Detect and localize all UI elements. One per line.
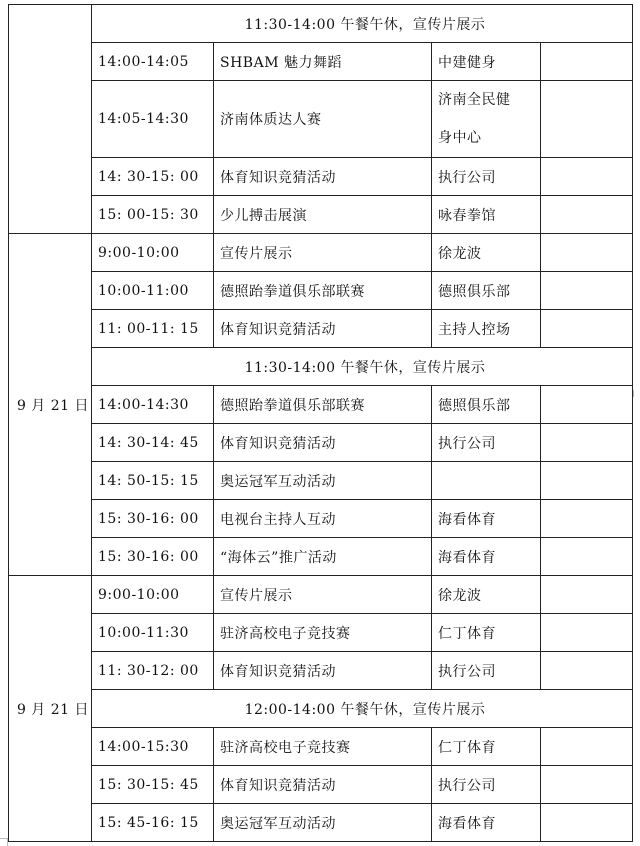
empty-cell xyxy=(541,272,633,310)
schedule-table xyxy=(8,4,633,842)
event-cell: 体育知识竞猜活动 xyxy=(214,766,432,804)
event-cell: 宣传片展示 xyxy=(214,234,432,272)
time-cell: 14: 50-15: 15 xyxy=(92,462,214,500)
time-cell: 15: 00-15: 30 xyxy=(92,196,214,234)
empty-cell xyxy=(541,652,633,690)
time-cell: 14: 30-14: 45 xyxy=(92,424,214,462)
org-cell: 济南全民健 身中心 xyxy=(432,81,541,158)
time-cell: 15: 45-16: 15 xyxy=(92,804,214,842)
empty-cell xyxy=(541,804,633,842)
crop-mark xyxy=(633,390,640,397)
time-cell: 14: 30-15: 00 xyxy=(92,158,214,196)
empty-cell xyxy=(541,81,633,158)
event-cell: 驻济高校电子竞技赛 xyxy=(214,728,432,766)
empty-cell xyxy=(541,614,633,652)
empty-cell xyxy=(541,196,633,234)
time-cell: 14:05-14:30 xyxy=(92,81,214,158)
event-cell: 德照跆拳道俱乐部联赛 xyxy=(214,272,432,310)
time-cell: 9:00-10:00 xyxy=(92,234,214,272)
org-cell: 徐龙波 xyxy=(432,576,541,614)
event-cell: 电视台主持人互动 xyxy=(214,500,432,538)
schedule-row xyxy=(9,234,633,272)
break-cell: 11:30-14:00 午餐午休，宣传片展示 xyxy=(92,5,633,43)
event-cell: “海体云”推广活动 xyxy=(214,538,432,576)
org-cell: 咏春拳馆 xyxy=(432,196,541,234)
break-cell: 11:30-14:00 午餐午休，宣传片展示 xyxy=(92,348,633,386)
event-cell: 奥运冠军互动活动 xyxy=(214,462,432,500)
empty-cell xyxy=(541,386,633,424)
time-cell: 14:00-14:30 xyxy=(92,386,214,424)
org-cell: 徐龙波 xyxy=(432,234,541,272)
schedule-row xyxy=(9,43,633,81)
empty-cell xyxy=(541,728,633,766)
time-cell: 9:00-10:00 xyxy=(92,576,214,614)
break-row xyxy=(9,348,633,386)
time-cell: 15: 30-16: 00 xyxy=(92,500,214,538)
org-cell: 仁丁体育 xyxy=(432,728,541,766)
schedule-row xyxy=(9,424,633,462)
break-cell: 12:00-14:00 午餐午休，宣传片展示 xyxy=(92,690,633,728)
org-cell: 主持人控场 xyxy=(432,310,541,348)
org-cell: 海看体育 xyxy=(432,804,541,842)
schedule-row xyxy=(9,804,633,842)
empty-cell xyxy=(541,43,633,81)
schedule-row xyxy=(9,272,633,310)
break-row xyxy=(9,690,633,728)
event-cell: 奥运冠军互动活动 xyxy=(214,804,432,842)
empty-cell xyxy=(541,500,633,538)
schedule-row xyxy=(9,728,633,766)
date-cell: 9 月 21 日 xyxy=(9,234,92,576)
empty-cell xyxy=(541,158,633,196)
empty-cell xyxy=(541,766,633,804)
time-cell: 10:00-11:30 xyxy=(92,614,214,652)
empty-cell xyxy=(541,424,633,462)
time-cell: 14:00-15:30 xyxy=(92,728,214,766)
org-cell: 中建健身 xyxy=(432,43,541,81)
time-cell: 15: 30-16: 00 xyxy=(92,538,214,576)
schedule-row xyxy=(9,538,633,576)
time-cell: 11: 30-12: 00 xyxy=(92,652,214,690)
org-cell: 执行公司 xyxy=(432,424,541,462)
org-cell xyxy=(432,462,541,500)
org-cell: 海看体育 xyxy=(432,500,541,538)
schedule-row xyxy=(9,652,633,690)
schedule-row xyxy=(9,81,633,158)
schedule-row xyxy=(9,500,633,538)
empty-cell xyxy=(541,576,633,614)
empty-cell xyxy=(541,234,633,272)
event-cell: SHBAM 魅力舞蹈 xyxy=(214,43,432,81)
schedule-row xyxy=(9,386,633,424)
empty-cell xyxy=(541,310,633,348)
schedule-row xyxy=(9,766,633,804)
schedule-row xyxy=(9,310,633,348)
event-cell: 体育知识竞猜活动 xyxy=(214,158,432,196)
event-cell: 驻济高校电子竞技赛 xyxy=(214,614,432,652)
time-cell: 14:00-14:05 xyxy=(92,43,214,81)
time-cell: 15: 30-15: 45 xyxy=(92,766,214,804)
schedule-row xyxy=(9,614,633,652)
crop-mark xyxy=(0,838,8,846)
schedule-row xyxy=(9,196,633,234)
org-cell: 执行公司 xyxy=(432,158,541,196)
org-cell: 执行公司 xyxy=(432,766,541,804)
org-cell: 执行公司 xyxy=(432,652,541,690)
schedule-row xyxy=(9,462,633,500)
event-cell: 宣传片展示 xyxy=(214,576,432,614)
date-cell: 9 月 21 日 xyxy=(9,576,92,842)
org-cell: 德照俱乐部 xyxy=(432,386,541,424)
break-row xyxy=(9,5,633,43)
event-cell: 德照跆拳道俱乐部联赛 xyxy=(214,386,432,424)
schedule-body xyxy=(9,5,633,842)
schedule-row xyxy=(9,158,633,196)
date-cell xyxy=(9,5,92,234)
org-cell: 德照俱乐部 xyxy=(432,272,541,310)
empty-cell xyxy=(541,462,633,500)
org-cell: 海看体育 xyxy=(432,538,541,576)
schedule-row xyxy=(9,576,633,614)
event-cell: 少儿搏击展演 xyxy=(214,196,432,234)
event-cell: 体育知识竞猜活动 xyxy=(214,652,432,690)
event-cell: 体育知识竞猜活动 xyxy=(214,424,432,462)
empty-cell xyxy=(541,538,633,576)
event-cell: 体育知识竞猜活动 xyxy=(214,310,432,348)
event-cell: 济南体质达人赛 xyxy=(214,81,432,158)
time-cell: 11: 00-11: 15 xyxy=(92,310,214,348)
time-cell: 10:00-11:00 xyxy=(92,272,214,310)
org-cell: 仁丁体育 xyxy=(432,614,541,652)
